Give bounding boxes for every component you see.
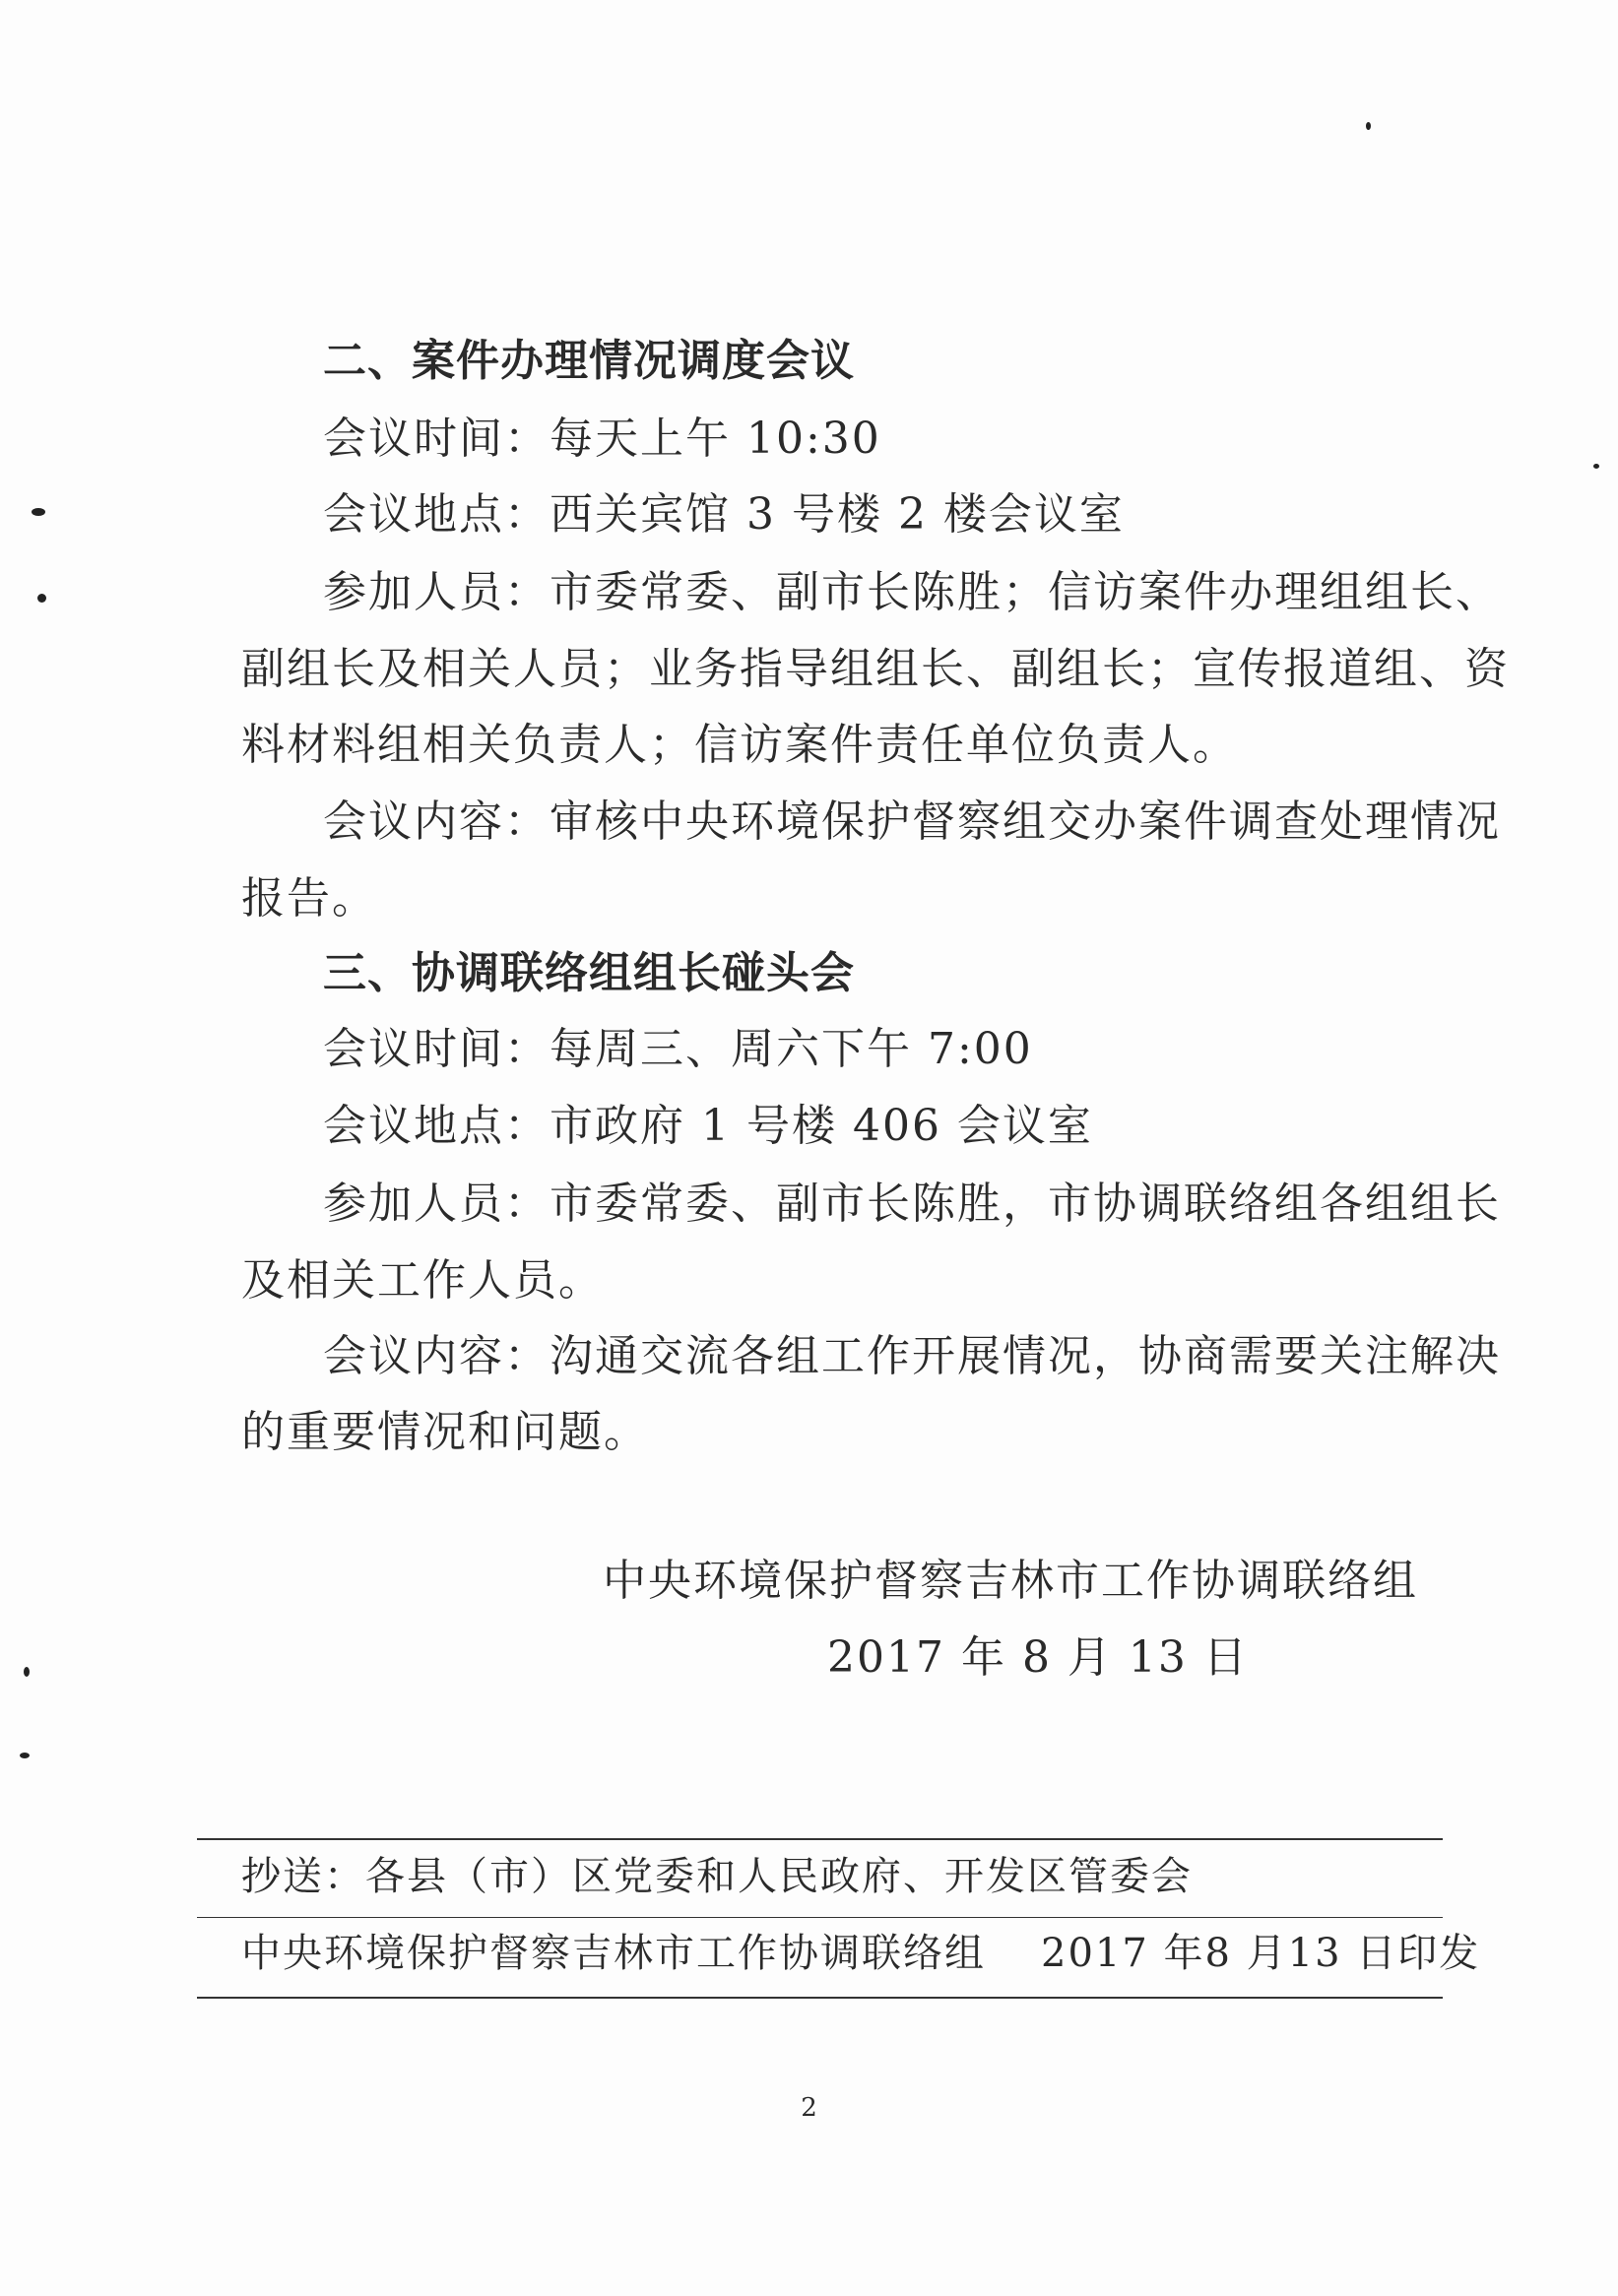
issue-date: 2017 年8 月13 日印发 xyxy=(1041,1931,1481,1976)
issuer-organization: 中央环境保护督察吉林市工作协调联络组 xyxy=(241,1931,986,1976)
scan-speck xyxy=(24,1667,30,1677)
scan-speck xyxy=(1593,464,1599,469)
section-2-attendees-line-1: 参加人员：市委常委、副市长陈胜；信访案件办理组组长、 xyxy=(323,567,1501,617)
scan-speck xyxy=(20,1753,30,1758)
scan-speck xyxy=(1366,122,1371,130)
issuer-line xyxy=(241,1930,1480,1977)
section-3-attendees-line-2: 及相关工作人员。 xyxy=(241,1255,604,1306)
footer-top-rule xyxy=(197,1838,1443,1840)
signature-organization: 中央环境保护督察吉林市工作协调联络组 xyxy=(603,1556,1418,1606)
page-number: 2 xyxy=(801,2093,817,2123)
section-2-attendees-line-3: 料材料组相关负责人；信访案件责任单位负责人。 xyxy=(241,720,1238,770)
signature-date: 2017 年 8 月 13 日 xyxy=(827,1632,1249,1683)
scan-speck xyxy=(32,508,45,516)
section-2-heading: 二、案件办理情况调度会议 xyxy=(323,336,855,386)
section-2-attendees-line-2: 副组长及相关人员；业务指导组组长、副组长；宣传报道组、资 xyxy=(241,644,1510,694)
footer-bottom-rule xyxy=(197,1997,1443,1999)
scan-speck xyxy=(37,594,46,603)
footer-middle-rule xyxy=(197,1917,1443,1918)
section-3-heading: 三、协调联络组组长碰头会 xyxy=(323,948,855,998)
section-3-time: 会议时间：每周三、周六下午 7:00 xyxy=(323,1024,1033,1074)
section-2-time: 会议时间：每天上午 10:30 xyxy=(323,414,881,464)
section-2-content-line-1: 会议内容：审核中央环境保护督察组交办案件调查处理情况 xyxy=(323,797,1501,847)
section-2-content-line-2: 报告。 xyxy=(241,873,377,924)
section-3-content-line-1: 会议内容：沟通交流各组工作开展情况，协商需要关注解决 xyxy=(323,1331,1501,1381)
cc-line: 抄送：各县（市）区党委和人民政府、开发区管委会 xyxy=(241,1854,1193,1899)
section-3-attendees-line-1: 参加人员：市委常委、副市长陈胜，市协调联络组各组组长 xyxy=(323,1179,1501,1229)
section-3-place: 会议地点：市政府 1 号楼 406 会议室 xyxy=(323,1101,1093,1151)
section-2-place: 会议地点：西关宾馆 3 号楼 2 楼会议室 xyxy=(323,489,1125,540)
section-3-content-line-2: 的重要情况和问题。 xyxy=(241,1407,649,1457)
